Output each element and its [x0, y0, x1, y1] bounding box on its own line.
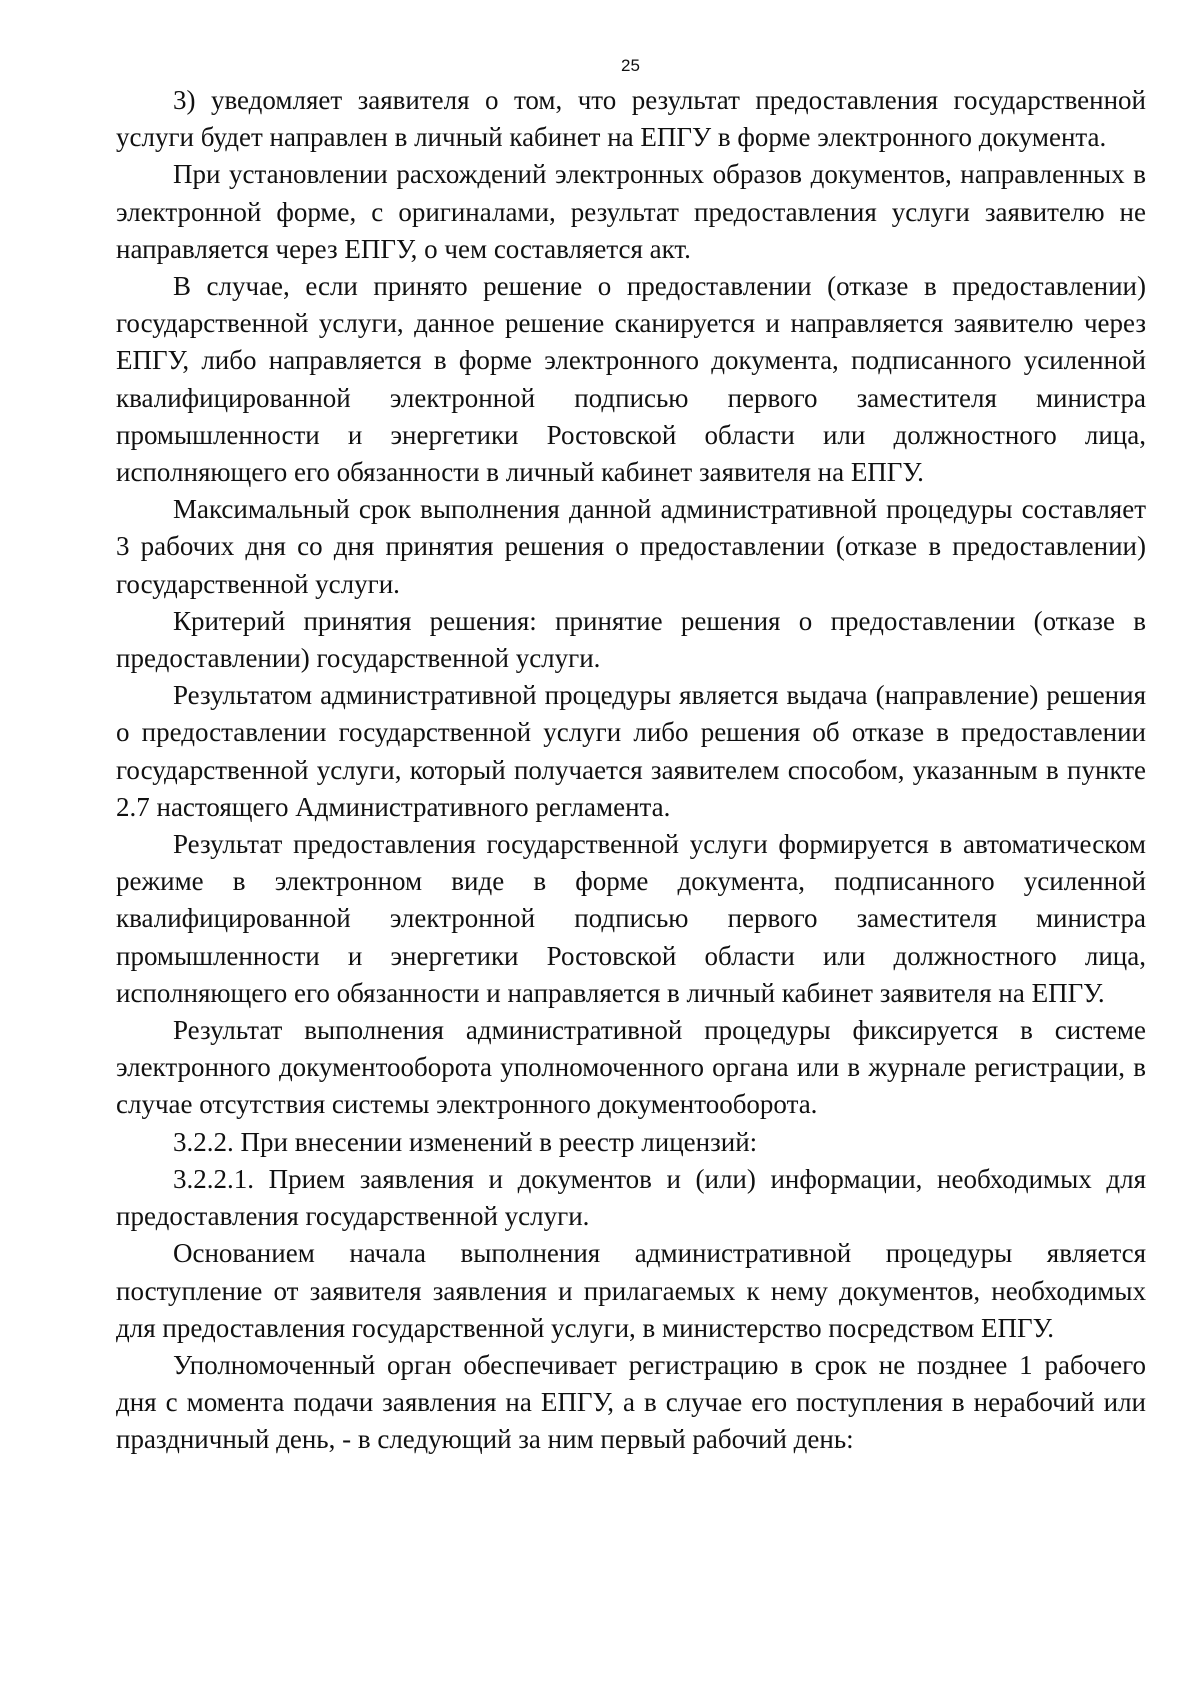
paragraph: Результат выполнения административной процедуры фиксируется в системе электронного документооборота уполномоченного органа или в журнале регистрации, в случае отсутствия системы электронного документооборота. [116, 1015, 1146, 1120]
paragraph: Максимальный срок выполнения данной административной процедуры составляет 3 рабочих дня со дня принятия решения о предоставлении (отказе в предоставлении) государственной услуги. [116, 494, 1146, 599]
section-heading: 3.2.2. При внесении изменений в реестр лицензий: [173, 1126, 758, 1157]
paragraph: Уполномоченный орган обеспечивает регистрацию в срок не позднее 1 рабочего дня с момента подачи заявления на ЕПГУ, а в случае его поступления в нерабочий или праздничный день, - в следующий за ним первый рабочий день: [116, 1349, 1146, 1455]
paragraph: Результат предоставления государственной услуги формируется в автоматическом режиме в электронном виде в форме документа, подписанного усиленной квалифицированной электронной подписью первого заместителя министра промышленности и энергетики Ростовской области или должностного лица, исполняющего его обязанности и направляется в личный кабинет заявителя на ЕПГУ. [116, 829, 1146, 1008]
paragraph: При установлении расхождений электронных образов документов, направленных в электронной форме, с оригиналами, результат предоставления услуги заявителю не направляется через ЕПГУ, о чем составляется акт. [116, 159, 1146, 264]
paragraph: В случае, если принято решение о предоставлении (отказе в предоставлении) государственной услуги, данное решение сканируется и направляется заявителю через ЕПГУ, либо направляется в форме электронного документа, подписанного усиленной квалифицированной электронной подписью первого заместителя министра промышленности и энергетики Ростовской области или должностного лица, исполняющего его обязанности в личный кабинет заявителя на ЕПГУ. [116, 271, 1146, 488]
paragraph: 3) уведомляет заявителя о том, что результат предоставления государственной услуги будет направлен в личный кабинет на ЕПГУ в форме электронного документа. [116, 85, 1146, 153]
page-number: 25 [621, 56, 640, 75]
paragraph: Основанием начала выполнения административной процедуры является поступление от заявителя заявления и прилагаемых к нему документов, необходимых для предоставления государственной услуги, в министерство посредством ЕПГУ. [116, 1238, 1146, 1343]
document-body [116, 82, 1146, 1459]
paragraph: Критерий принятия решения: принятие решения о предоставлении (отказе в предоставлении) государственной услуги. [116, 605, 1146, 674]
subsection-heading: 3.2.2.1. Прием заявления и документов и (или) информации, необходимых для предоставления государственной услуги. [116, 1163, 1146, 1232]
paragraph: Результатом административной процедуры является выдача (направление) решения о предоставлении государственной услуги либо решения об отказе в предоставлении государственной услуги, который получается заявителем способом, указанным в пункте 2.7 настоящего Административного регламента. [116, 680, 1146, 822]
